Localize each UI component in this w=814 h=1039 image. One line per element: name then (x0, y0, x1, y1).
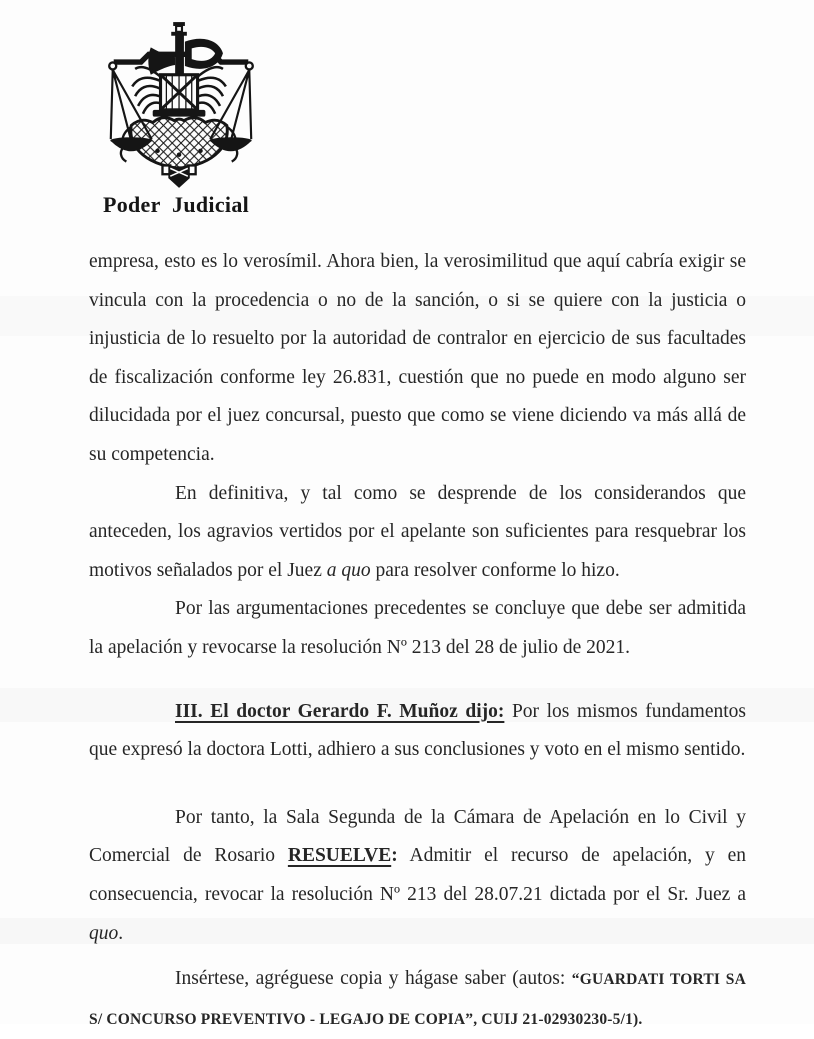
institution-name: Poder Judicial (102, 192, 250, 217)
text-run: a quo (326, 559, 371, 581)
text-run: Por los mismos fundamentos que expresó la doctora Lotti, adhiero a sus conclusiones y voto en el mismo sentido. (89, 700, 746, 761)
paragraph-verosimilitud (89, 243, 746, 475)
paragraph-resuelve (89, 799, 746, 953)
paragraph-voto-munoz (89, 693, 746, 770)
paragraph-en-definitiva (89, 475, 746, 591)
text-run: Por tanto, la Sala Segunda de la Cámara de Apelación en lo Civil y Comercial de Rosario (89, 806, 746, 867)
text-run: En definitiva, y tal como se desprende de los considerandos que anteceden, los agravios vertidos por el apelante son suficientes para resquebrar los motivos señalados por el Juez (89, 482, 746, 581)
text-run: RESUELVE (287, 845, 392, 867)
text-run: III. El doctor Gerardo F. Muñoz dijo: (175, 700, 505, 722)
text-run: “GUARDATI TORTI SA S/ CONCURSO PREVENTIVO - LEGAJO DE COPIA”, CUIJ 21-02930230-5/1). (89, 971, 746, 1028)
text-run: quo (89, 922, 119, 944)
scales-of-justice-icon (102, 18, 260, 190)
document-body (89, 243, 746, 1039)
text-run: : (391, 845, 398, 867)
text-run: para resolver conforme lo hizo. (370, 559, 620, 581)
text-run: Insértese, agréguese copia y hágase saber (autos: (175, 968, 572, 990)
paragraph-argumentaciones (89, 590, 746, 667)
text-run: Por las argumentaciones precedentes se concluye que debe ser admitida la apelación y revocarse la resolución Nº 213 del 28 de julio de 2021. (89, 598, 746, 658)
text-run: . (118, 922, 124, 944)
text-run: Admitir el recurso de apelación, y en consecuencia, revocar la resolución Nº 213 del 28.07.21 dictada por el Sr. Juez a (89, 845, 746, 905)
paragraph-insertese (89, 960, 746, 1039)
text-run: empresa, esto es lo verosímil. Ahora bien, la verosimilitud que aquí cabría exigir se vincula con la procedencia o no de la sanción, o si se quiere con la justicia o injusticia de lo resuelto por la autoridad de contralor en ejercicio de sus facultades de fiscalización conforme ley 26.831, cuestión que no puede en modo alguno ser dilucidada por el juez concursal, puesto que como se viene diciendo va más allá de su competencia. (89, 251, 746, 465)
